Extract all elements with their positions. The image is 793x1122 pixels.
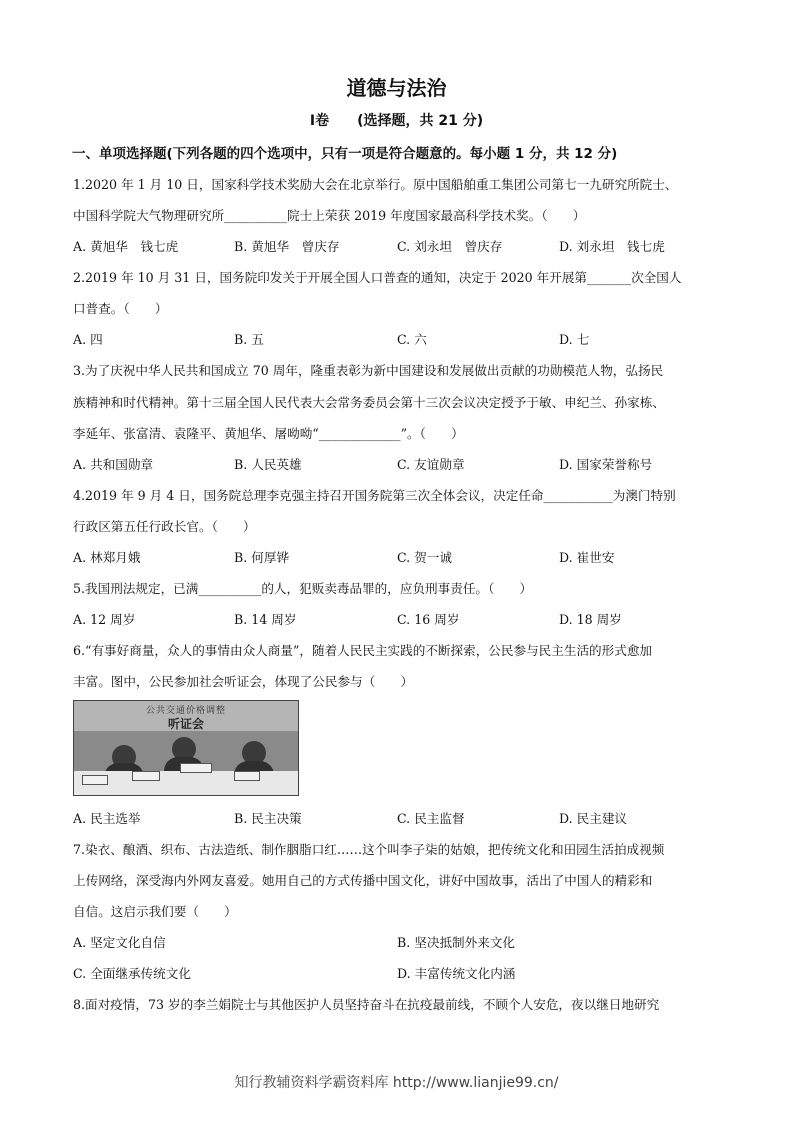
question-3-line-1: 3.为了庆祝中华人民共和国成立 70 周年，隆重表彰为新中国建设和发展做出贡献的功勋模范人物，弘扬民 <box>73 363 664 378</box>
question-7-line-3: 自信。这启示我们要（ ） <box>73 904 237 919</box>
question-1-option-a: A. 黄旭华 钱七虎 <box>73 239 179 254</box>
name-placard <box>82 775 108 785</box>
question-8-line-1: 8.面对疫情，73 岁的李兰娟院士与其他医护人员坚持奋斗在抗疫最前线，不顾个人安危，夜以继日地研究 <box>73 997 660 1012</box>
photo-banner <box>74 701 298 731</box>
question-7-line-2: 上传网络，深受海内外网友喜爱。她用自己的方式传播中国文化，讲好中国故事，活出了中国人的精彩和 <box>73 873 653 888</box>
question-3-line-2: 族精神和时代精神。第十三届全国人民代表大会常务委员会第十三次会议决定授予于敏、申纪兰、孙家栋、 <box>73 395 665 410</box>
question-3-line-3: 李延年、张富清、袁隆平、黄旭华、屠呦呦“_____________”。（ ） <box>73 426 464 441</box>
question-7-option-b: B. 坚决抵制外来文化 <box>397 935 516 950</box>
question-6-option-b: B. 民主决策 <box>234 811 302 826</box>
question-7-option-d: D. 丰富传统文化内涵 <box>397 966 516 981</box>
question-3-option-c: C. 友谊勋章 <box>397 457 465 472</box>
hearing-photo <box>73 700 299 796</box>
question-7-line-1: 7.染衣、酿酒、织布、古法造纸、制作胭脂口红……这个叫李子柒的姑娘，把传统文化和田园生活拍成视频 <box>73 842 665 857</box>
question-5-option-d: D. 18 周岁 <box>559 612 622 627</box>
question-2-option-c: C. 六 <box>397 332 427 347</box>
photo-banner-text: 公共交通价格调整 <box>145 706 226 716</box>
question-3-option-b: B. 人民英雄 <box>234 457 302 472</box>
question-4-option-b: B. 何厚铧 <box>234 550 290 565</box>
photo-title: 听证会 <box>167 717 204 731</box>
name-placard <box>234 771 260 781</box>
question-4-option-c: C. 贺一诚 <box>397 550 452 565</box>
question-5-option-c: C. 16 周岁 <box>397 612 460 627</box>
question-7-option-c: C. 全面继承传统文化 <box>73 966 191 981</box>
name-placard <box>132 771 160 781</box>
question-1-line-1: 1.2020 年 1 月 10 日，国家科学技术奖励大会在北京举行。原中国船舶重工集团公司第七一九研究所院士、 <box>73 177 678 192</box>
question-1-option-c: C. 刘永坦 曾庆存 <box>397 239 503 254</box>
question-3-option-a: A. 共和国勋章 <box>73 457 154 472</box>
page-title: 道德与法治 <box>346 76 447 100</box>
paper-section-label: Ⅰ卷 (选择题，共 21 分) <box>309 113 484 129</box>
question-6-line-2: 丰富。图中，公民参加社会听证会，体现了公民参与（ ） <box>73 674 414 689</box>
question-5-option-b: B. 14 周岁 <box>234 612 297 627</box>
question-1-option-b: B. 黄旭华 曾庆存 <box>234 239 340 254</box>
name-placard <box>180 763 212 773</box>
question-4-option-d: D. 崔世安 <box>559 550 615 565</box>
question-5-option-a: A. 12 周岁 <box>73 612 136 627</box>
question-6-option-c: C. 民主监督 <box>397 811 465 826</box>
question-1-option-d: D. 刘永坦 钱七虎 <box>559 239 665 254</box>
question-6-option-d: D. 民主建议 <box>559 811 628 826</box>
question-6-line-1: 6.“有事好商量，众人的事情由众人商量”，随着人民民主实践的不断探索，公民参与民主生活的形式愈加 <box>73 643 653 658</box>
question-2-line-1: 2.2019 年 10 月 31 日，国务院印发关于开展全国人口普查的通知，决定于 2020 年开展第_______次全国人 <box>73 270 682 285</box>
question-2-option-d: D. 七 <box>559 332 590 347</box>
question-2-option-b: B. 五 <box>234 332 264 347</box>
question-6-option-a: A. 民主选举 <box>73 811 141 826</box>
question-4-line-1: 4.2019 年 9 月 4 日，国务院总理李克强主持召开国务院第三次全体会议，决定任命___________为澳门特别 <box>73 488 676 503</box>
question-2-line-2: 口普查。（ ） <box>73 301 168 316</box>
question-1-line-2: 中国科学院大气物理研究所__________院士上荣获 2019 年度国家最高科学技术奖。（ ） <box>73 208 586 223</box>
question-7-option-a: A. 坚定文化自信 <box>73 935 166 950</box>
question-5-line-1: 5.我国刑法规定，已满__________的人，犯贩卖毒品罪的，应负刑事责任。（ ） <box>73 581 533 596</box>
question-4-line-2: 行政区第五任行政长官。（ ） <box>73 519 256 534</box>
question-2-option-a: A. 四 <box>73 332 103 347</box>
footer-watermark: 知行教辅资料学霸资料库 http://www.lianjie99.cn/ <box>234 1075 559 1091</box>
question-3-option-d: D. 国家荣誉称号 <box>559 457 653 472</box>
question-4-option-a: A. 林郑月娥 <box>73 550 141 565</box>
section-heading: 一、单项选择题(下列各题的四个选项中，只有一项是符合题意的。每小题 1 分，共 12 分) <box>72 146 618 162</box>
